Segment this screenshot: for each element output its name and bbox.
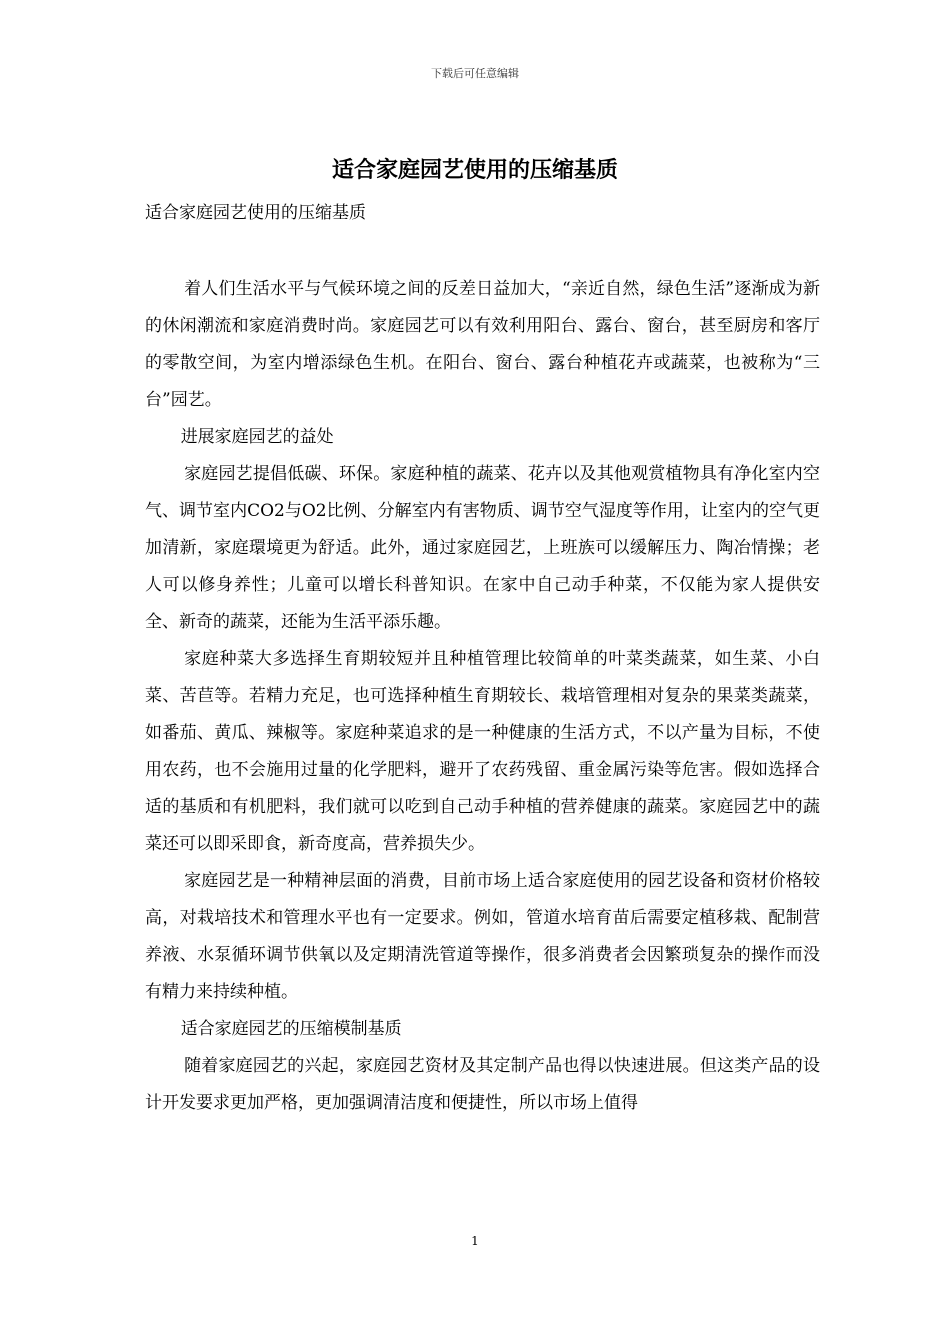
document-body	[145, 271, 820, 1122]
document-subtitle: 适合家庭园艺使用的压缩基质	[145, 203, 366, 223]
header-note: 下载后可任意编辑	[431, 67, 519, 80]
section-heading-benefits: 进展家庭园艺的益处	[180, 427, 334, 447]
paragraph-benefits: 家庭园艺提倡低碳、环保。家庭种植的蔬菜、花卉以及其他观赏植物具有净化室内空气、调节室内CO2与O2比例、分解室内有害物质、调节空气湿度等作用，让室内的空气更加清新，家庭環境更为舒适。此外，通过家庭园艺，上班族可以缓解压力、陶冶情操；老人可以修身养性；儿童可以增长科普知识。在家中自己动手种菜，不仅能为家人提供安全、新奇的蔬菜，还能为生活平添乐趣。	[145, 464, 820, 632]
paragraph-intro: 着人们生活水平与气候环境之间的反差日益加大，“亲近自然，绿色生活”逐渐成为新的休闲潮流和家庭消费时尚。家庭园艺可以有效利用阳台、露台、窗台，甚至厨房和客厅的零散空间，为室内增添绿色生机。在阳台、窗台、露台种植花卉或蔬菜，也被称为“三台”园艺。	[145, 279, 820, 410]
section-heading-substrate: 适合家庭园艺的压缩模制基质	[180, 1019, 402, 1039]
document-title: 适合家庭园艺使用的压缩基质	[331, 157, 618, 183]
page-number: 1	[471, 1234, 479, 1248]
paragraph-vegetables: 家庭种菜大多选择生育期较短并且种植管理比较简单的叶菜类蔬菜，如生菜、小白菜、苦苣等。若精力充足，也可选择种植生育期较长、栽培管理相对复杂的果菜类蔬菜，如番茄、黄瓜、辣椒等。家庭种菜追求的是一种健康的生活方式，不以产量为目标，不使用农药，也不会施用过量的化学肥料，避开了农药残留、重金属污染等危害。假如选择合适的基质和有机肥料，我们就可以吃到自己动手种植的营养健康的蔬菜。家庭园艺中的蔬菜还可以即采即食，新奇度高，营养损失少。	[145, 649, 820, 854]
paragraph-substrate: 随着家庭园艺的兴起，家庭园艺资材及其定制产品也得以快速进展。但这类产品的设计开发要求更加严格，更加强调清洁度和便捷性，所以市场上值得	[145, 1056, 820, 1113]
paragraph-consumption: 家庭园艺是一种精神层面的消费，目前市场上适合家庭使用的园艺设备和资材价格较高，对栽培技术和管理水平也有一定要求。例如，管道水培育苗后需要定植移栽、配制营养液、水泵循环调节供氧以及定期清洗管道等操作，很多消费者会因繁琐复杂的操作而没有精力来持续种植。	[145, 871, 820, 1002]
